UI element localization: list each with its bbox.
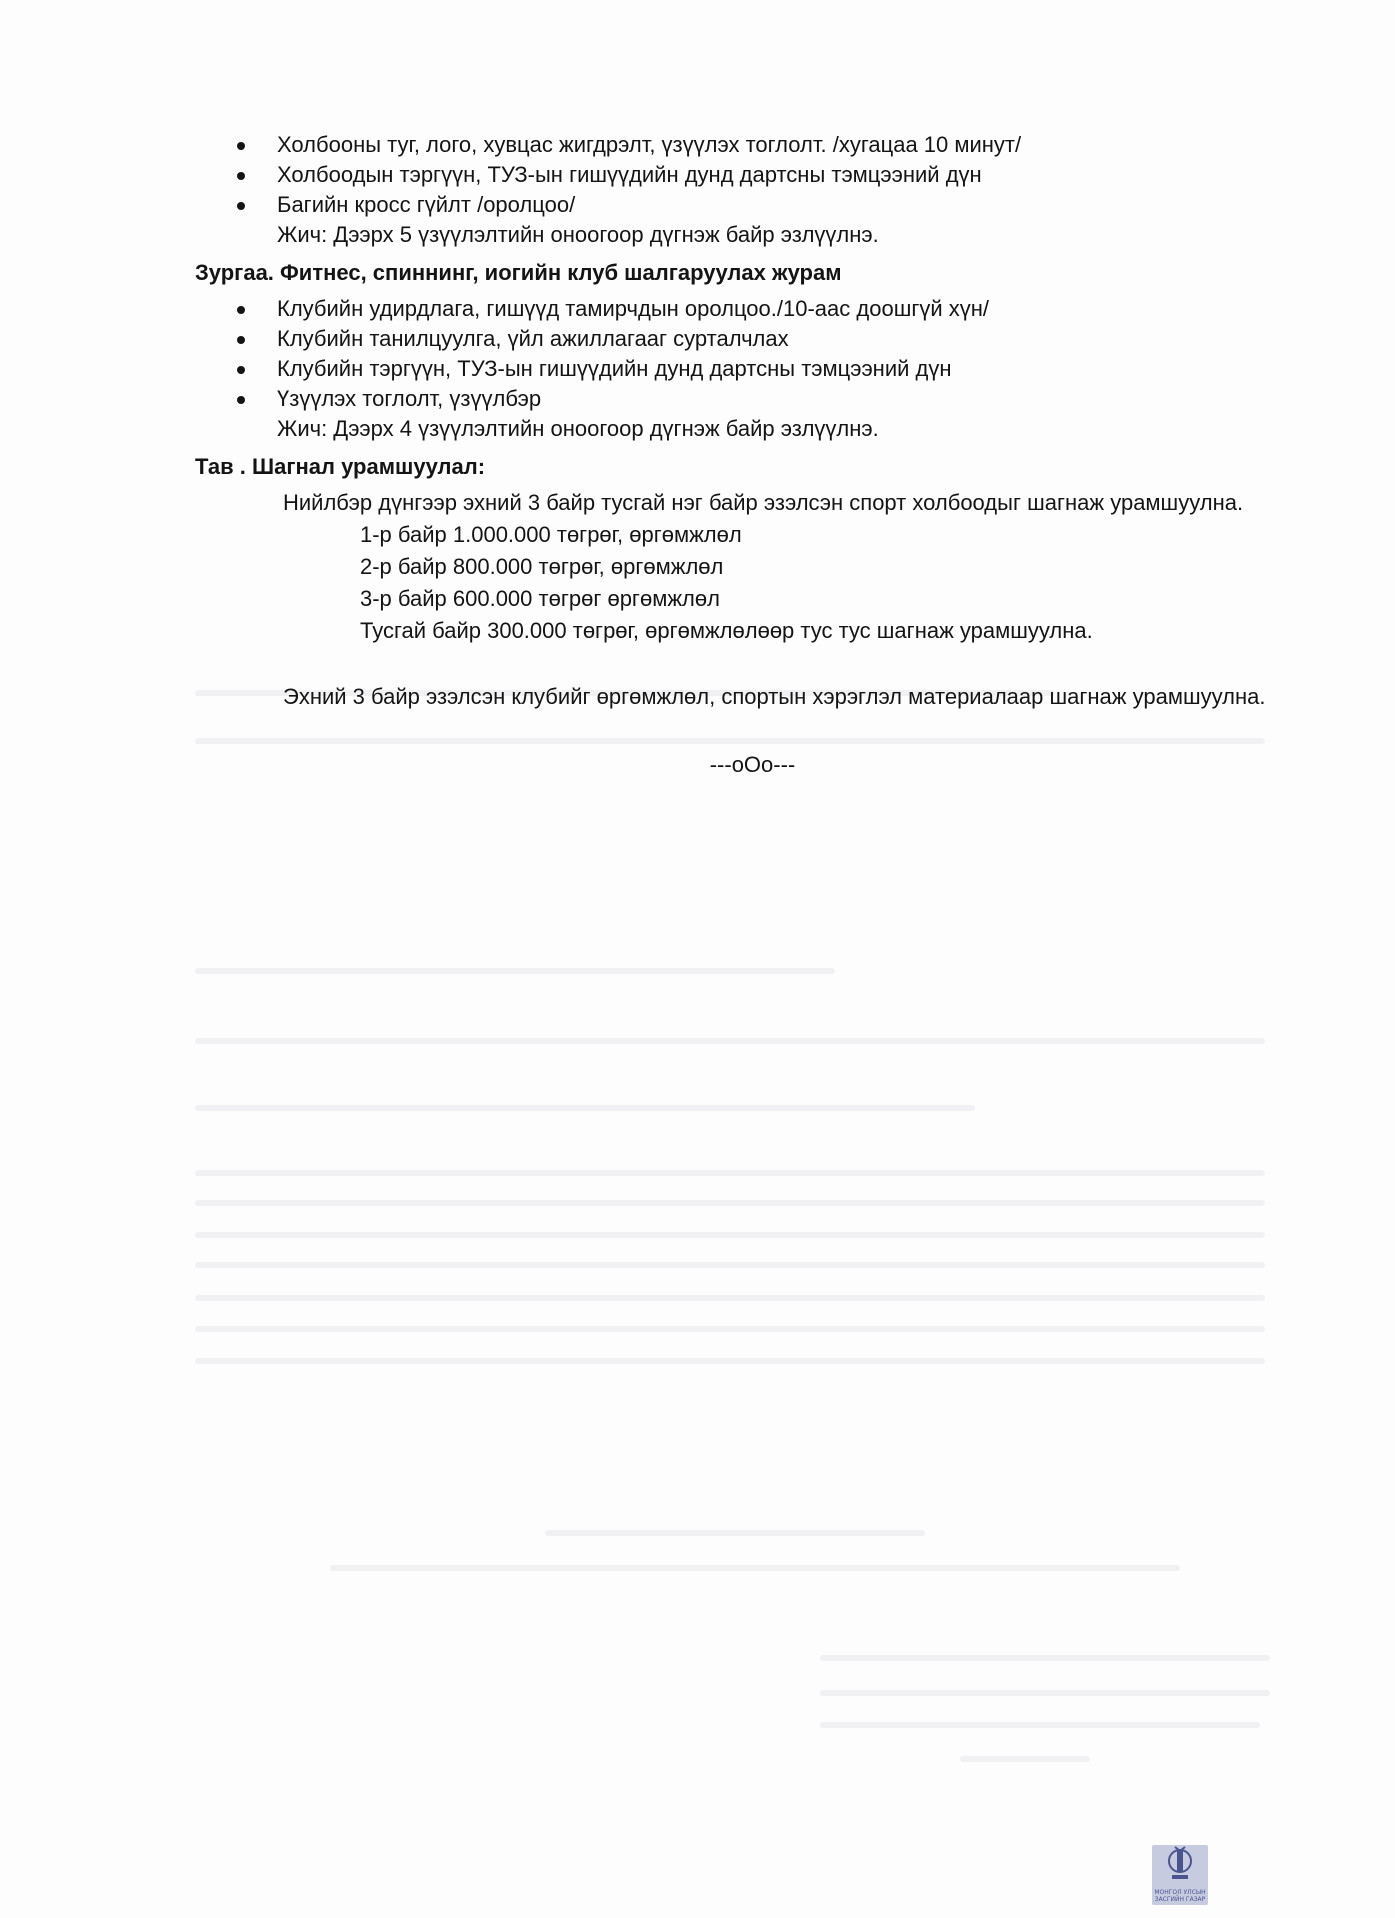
emblem-caption-line: ЗАСГИЙН ГАЗАР <box>1154 1896 1206 1903</box>
bleed-through-line <box>195 1200 1265 1206</box>
document-end-mark: ---oOo--- <box>709 752 796 777</box>
bleed-through-line <box>820 1722 1260 1728</box>
bleed-through-line <box>195 1170 1265 1176</box>
paragraph-spacer <box>195 648 1270 682</box>
list-item: Клубийн тэргүүн, ТУЗ-ын гишүүдийн дунд дартсны тэмцээний дүн <box>277 354 1270 384</box>
list-item: Багийн кросс гүйлт /оролцоо/ <box>277 190 1270 220</box>
list-item: Клубийн танилцуулга, үйл ажиллагааг сурталчлах <box>277 324 1270 354</box>
prize-first-place: 1-р байр 1.000.000 төгрөг, өргөмжлөл <box>360 522 742 547</box>
document-body <box>195 130 1270 780</box>
bleed-through-line <box>330 1565 1180 1571</box>
bleed-through-line <box>960 1756 1090 1762</box>
bleed-through-line <box>545 1530 925 1536</box>
bleed-through-line <box>820 1690 1270 1696</box>
prize-second-place: 2-р байр 800.000 төгрөг, өргөмжлөл <box>360 554 724 579</box>
emblem-caption <box>1152 1889 1208 1903</box>
list-item: Үзүүлэх тоглолт, үзүүлбэр <box>277 384 1270 414</box>
awards-intro-paragraph: Нийлбэр дүнгээр эхний 3 байр тусгай нэг байр эзэлсэн спорт холбоодыг шагнаж урамшуулна. <box>283 490 1244 515</box>
section-six-heading: Зургаа. Фитнес, спиннинг, иогийн клуб шалгаруулах журам <box>195 260 842 285</box>
awards-heading: Тав . Шагнал урамшуулал: <box>195 454 486 479</box>
bleed-through-line <box>195 1326 1265 1332</box>
section-six-criteria-list <box>195 294 1270 414</box>
bleed-through-line <box>195 1262 1265 1268</box>
bleed-through-line <box>195 968 835 974</box>
bleed-through-line <box>195 1232 1265 1238</box>
club-awards-paragraph: Эхний 3 байр эзэлсэн клубийг өргөмжлөл, спортын хэрэглэл материалаар шагнаж урамшуулна. <box>283 684 1266 709</box>
prize-third-place: 3-р байр 600.000 төгрөг өргөмжлөл <box>360 586 720 611</box>
list-item: Холбооны туг, лого, хувцас жигдрэлт, үзүүлэх тоглолт. /хугацаа 10 минут/ <box>277 130 1270 160</box>
prize-list <box>195 520 1270 648</box>
bleed-through-line <box>195 1358 1265 1364</box>
bleed-through-line <box>820 1655 1270 1661</box>
emblem-caption-line: МОНГОЛ УЛСЫН <box>1154 1889 1206 1896</box>
prize-special-place: Тусгай байр 300.000 төгрөг, өргөмжлөлөөр тус тус шагнаж урамшуулна. <box>360 618 1093 643</box>
bleed-through-line <box>195 1038 1265 1044</box>
section-six-note: Жич: Дээрх 4 үзүүлэлтийн оноогоор дүгнэж байр эзлүүлнэ. <box>277 416 879 441</box>
bleed-through-line <box>195 1105 975 1111</box>
section-five-note: Жич: Дээрх 5 үзүүлэлтийн оноогоор дүгнэж байр эзлүүлнэ. <box>277 222 879 247</box>
soyombo-icon <box>1152 1845 1208 1889</box>
government-emblem-stamp <box>1152 1845 1208 1905</box>
bleed-through-line <box>195 1295 1265 1301</box>
list-item: Клубийн удирдлага, гишүүд тамирчдын оролцоо./10-аас доошгүй хүн/ <box>277 294 1270 324</box>
list-item: Холбоодын тэргүүн, ТУЗ-ын гишүүдийн дунд дартсны тэмцээний дүн <box>277 160 1270 190</box>
section-five-criteria-list <box>195 130 1270 220</box>
